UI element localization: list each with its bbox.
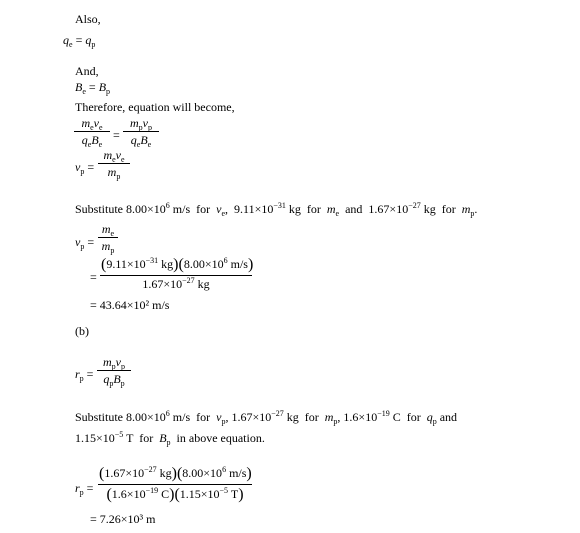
therefore-statement: Therefore, equation will become, bbox=[75, 100, 235, 114]
mass-ratio-fraction: $m_e$ $m_p$ bbox=[98, 223, 118, 252]
vp-symbol: $v_p$ = bbox=[75, 160, 95, 176]
rp-result: = 7.26×10³ m bbox=[90, 512, 156, 526]
equals-sign: = bbox=[113, 128, 120, 142]
substitute-statement-1: Substitute $8.00\times 10^6$ m/s for $v_e$, $9.11\times 10^{-31}$ kg for $m_e$ and $1.67\times 10^{-27}$ kg for $m_p$. bbox=[75, 201, 478, 218]
vp-result: = 43.64×10² m/s bbox=[90, 298, 170, 312]
charge-equality-equation: $q_e = q_p$ bbox=[63, 33, 96, 49]
substitute-statement-2a: Substitute $8.00\times 10^6$ m/s for $v_p$, $1.67\times 10^{-27}$ kg for $m_p$, $1.6\times 10^{-19}$ C for $q_p$ and bbox=[75, 409, 458, 426]
also-label: Also, bbox=[75, 12, 101, 26]
equals-sign-2: = bbox=[90, 270, 97, 284]
vp-substituted-fraction: ($9.11\times 10^{-31}$ $kg)(8.00\times 10^6$ m/s) $1.67\times 10^{-27}$ kg bbox=[101, 256, 254, 291]
vp-fraction: $m_ev_e$ $m_p$ bbox=[98, 149, 130, 178]
vp-symbol-2: $v_p$ = bbox=[75, 235, 95, 251]
rp-fraction: $m_pv_p$ $q_pB_p$ bbox=[97, 356, 131, 385]
fraction-left: $m_ev_e$ $q_eB_e$ bbox=[74, 117, 110, 146]
part-b-label: (b) bbox=[75, 324, 89, 338]
rp-symbol: $r_p$ = bbox=[75, 367, 94, 383]
fraction-right: $m_pv_p$ $q_eB_e$ bbox=[123, 117, 159, 146]
rp-symbol-2: $r_p$ = bbox=[75, 481, 94, 497]
field-equality-equation: $B_e = B_p$ bbox=[75, 80, 111, 96]
substitute-statement-2b: $1.15\times 10^{-5}$ T for $B_p$ in above equation. bbox=[75, 430, 265, 447]
and-label: And, bbox=[75, 64, 99, 78]
rp-substituted-fraction: ($1.67\times 10^{-27}$ $kg)(8.00\times 10^6$ m/s) ($1.6\times 10^{-19}$ $C)(1.15\times 10^{-5}$ T) bbox=[99, 465, 252, 503]
